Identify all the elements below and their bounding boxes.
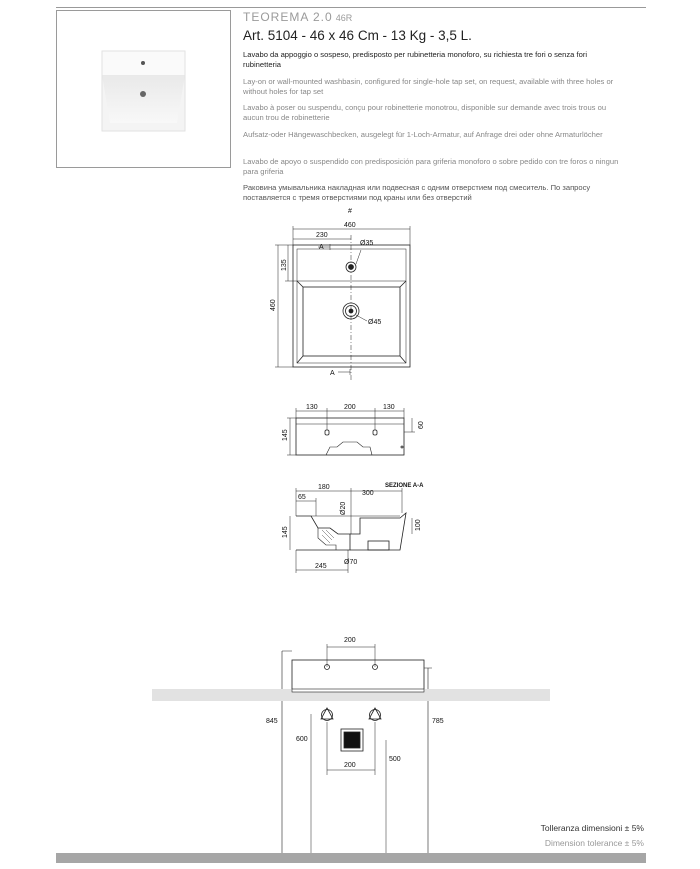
section-title: SEZIONE A-A	[385, 483, 424, 489]
description-spanish: Lavabo de apoyo o suspendido con predisposición para griferia monoforo o sobre pedido con tre foros o ningun para griferia	[243, 157, 619, 176]
series-title: TEOREMA 2.0 46R	[243, 10, 353, 24]
section-height: 145	[282, 526, 289, 538]
description-german: Aufsatz-oder Hängewaschbecken, ausgelegt für 1-Loch-Armatur, auf Anfrage drei oder ohne Armaturlöcher	[243, 130, 603, 139]
section-bottom: 245	[315, 563, 327, 570]
front-hole-spacing: 200	[344, 404, 356, 411]
drain-hole-label: Ø45	[368, 319, 382, 326]
plan-half-width: 230	[316, 232, 328, 239]
description-italian: Lavabo da appoggio o sospeso, predisposto per rubinetteria monoforo, su richiesta tre fori o senza fori rubinetteria	[243, 50, 588, 69]
section-rim: 65	[298, 494, 306, 501]
section-bowl-depth: 100	[415, 519, 422, 531]
tap-hole-label: Ø35	[360, 240, 374, 247]
plan-width: 460	[344, 222, 356, 229]
front-view	[287, 408, 415, 455]
section-siphon: Ø70	[344, 559, 358, 566]
section-mark-bottom: A	[330, 370, 335, 377]
front-hole-right: 130	[383, 404, 395, 411]
plan-symbol: #	[348, 208, 352, 215]
description-french: Lavabo à poser ou suspendu, conçu pour robinetterie monotrou, disponible sur demande avec trois trous ou aucun trou de robinetterie	[243, 103, 607, 122]
section-top-left: 180	[318, 484, 330, 491]
installation-view	[282, 644, 432, 860]
footer-bar	[56, 853, 646, 863]
description-english: Lay-on or wall-mounted washbasin, configured for single-hole tap set, on request, available with three holes or without holes for tap set	[243, 77, 614, 96]
plan-back-depth: 135	[281, 259, 288, 271]
install-supply-spacing: 200	[344, 762, 356, 769]
plan-view	[275, 226, 410, 380]
install-top-height: 785	[432, 718, 444, 725]
section-drain: Ø20	[340, 501, 347, 515]
section-top-right: 300	[362, 490, 374, 497]
install-supply-height: 600	[296, 736, 308, 743]
basin-rim	[292, 689, 424, 692]
article-title: Art. 5104 - 46 x 46 Cm - 13 Kg - 3,5 L.	[243, 28, 472, 43]
front-height: 145	[282, 429, 289, 441]
section-mark-top: A	[319, 244, 324, 251]
plan-depth: 460	[270, 299, 277, 311]
tolerance-italian: Tolleranza dimensioni ± 5%	[540, 823, 644, 833]
description-russian: Раковина умывальника накладная или подвесная с одним отверстием под смеситель. По запросу поставляется с тремя отверстиями под краны или без отверстий	[243, 183, 591, 202]
front-hole-left: 130	[306, 404, 318, 411]
front-side: 60	[418, 421, 425, 429]
install-drain-height: 500	[389, 756, 401, 763]
install-hole-spacing: 200	[344, 637, 356, 644]
install-total-height: 845	[266, 718, 278, 725]
tolerance-english: Dimension tolerance ± 5%	[544, 838, 644, 848]
